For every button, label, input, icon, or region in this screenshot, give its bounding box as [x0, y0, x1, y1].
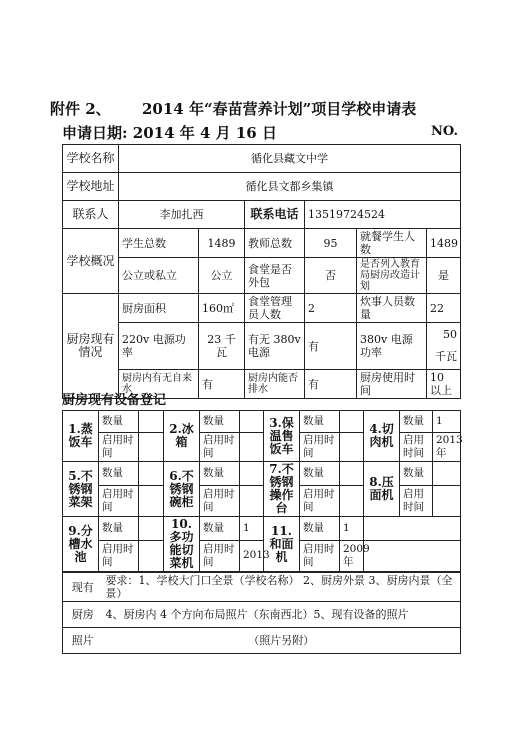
photo-req-line3: （照片另附） — [103, 628, 461, 654]
equipment-qty-label: 数量 — [200, 462, 240, 486]
school-name-value: 循化县藏文中学 — [119, 145, 461, 173]
equipment-name: 7.不锈钢操作台 — [264, 462, 300, 517]
plan-value: 是 — [427, 258, 461, 294]
equipment-date-label: 启用时间 — [400, 433, 433, 462]
teachers-label: 教师总数 — [245, 229, 305, 258]
has380-label: 有无 380v 电源 — [245, 323, 305, 370]
school-address-value: 循化县文都乡集镇 — [119, 173, 461, 201]
students-value: 1489 — [199, 229, 245, 258]
power380-number: 50 — [443, 328, 457, 341]
equipment-name: 11.和面机 — [264, 517, 300, 572]
equipment-name: 3.保温售饭车 — [264, 411, 300, 462]
equipment-date-value — [139, 485, 164, 516]
equipment-qty-value: 1 — [340, 517, 364, 541]
outsourced-label: 食堂是否外包 — [245, 258, 305, 294]
overview-label: 学校概况 — [63, 229, 119, 294]
photo-side-3: 照片 — [63, 628, 103, 654]
school-info-table — [62, 144, 461, 399]
teachers-value: 95 — [305, 229, 357, 258]
equipment-qty-label: 数量 — [400, 462, 433, 486]
years-label: 厨房使用时间 — [357, 370, 427, 399]
school-name-label: 学校名称 — [63, 145, 119, 173]
equipment-date-label: 启用时间 — [99, 433, 139, 462]
equipment-name: 6.不锈钢碗柜 — [164, 462, 200, 517]
area-value: 160㎡ — [199, 294, 245, 323]
equipment-date-value — [240, 485, 264, 516]
photo-requirements — [62, 572, 461, 654]
number-label: NO. — [431, 124, 458, 139]
form-title: 2014 年“春苗营养计划”项目学校申请表 — [142, 100, 417, 118]
staff-value: 22 — [427, 294, 461, 323]
power380-label: 380v 电源功率 — [357, 323, 427, 370]
equipment-name: 8.压面机 — [364, 462, 400, 517]
equipment-qty-value — [340, 411, 364, 433]
equipment-date-label: 启用时间 — [400, 485, 433, 516]
equipment-name: 2.冰箱 — [164, 411, 200, 462]
equipment-date-value — [139, 433, 164, 462]
equipment-date-label: 启用时间 — [99, 485, 139, 516]
phone-value: 13519724524 — [305, 201, 461, 229]
equipment-qty-value — [139, 462, 164, 486]
equipment-qty-label: 数量 — [300, 517, 340, 541]
area-label: 厨房面积 — [119, 294, 199, 323]
equipment-table — [62, 410, 461, 572]
plan-label: 是否列入教育局厨房改造计划 — [357, 258, 427, 294]
equipment-empty-cell — [364, 540, 461, 571]
equipment-name: 9.分槽水池 — [63, 517, 99, 572]
kitchen-label: 厨房现有情况 — [63, 294, 119, 399]
equipment-qty-value — [139, 517, 164, 541]
photo-side-2: 厨房 — [63, 602, 103, 628]
years-value: 10 以上 — [427, 370, 461, 399]
equipment-qty-label: 数量 — [300, 462, 340, 486]
date-value: 2014 年 4 月 16 日 — [132, 124, 277, 142]
equipment-qty-label: 数量 — [99, 411, 139, 433]
equipment-date-label: 启用时间 — [99, 540, 139, 571]
outsourced-value: 否 — [305, 258, 357, 294]
power380-unit: 千瓦 — [435, 350, 457, 363]
equipment-qty-label: 数量 — [300, 411, 340, 433]
attachment-label: 附件 2、 — [50, 100, 111, 118]
contact-value: 李加扎西 — [119, 201, 245, 229]
equipment-date-label: 启用时间 — [200, 540, 240, 571]
equipment-date-value: 2013 — [240, 540, 264, 571]
photo-side-1: 现有 — [63, 573, 103, 602]
students-label: 学生总数 — [119, 229, 199, 258]
drain-value: 有 — [305, 370, 357, 399]
equipment-qty-value: 1 — [240, 517, 264, 541]
equipment-date-label: 启用时间 — [200, 485, 240, 516]
managers-value: 2 — [305, 294, 357, 323]
equipment-date-label: 启用时间 — [300, 433, 340, 462]
has380-value: 有 — [305, 323, 357, 370]
equipment-qty-label: 数量 — [200, 411, 240, 433]
equipment-date-label: 启用时间 — [200, 433, 240, 462]
power220-value: 23 千瓦 — [199, 323, 245, 370]
equipment-qty-value — [240, 411, 264, 433]
equipment-date-value: 2013年 — [433, 433, 461, 462]
equipment-qty-label: 数量 — [99, 517, 139, 541]
water-label: 厨房内有无自来水 — [119, 370, 199, 399]
school-address-label: 学校地址 — [63, 173, 119, 201]
equipment-date-value — [340, 485, 364, 516]
equipment-date-value — [340, 433, 364, 462]
photo-req-line2: 4、厨房内 4 个方向布局照片（东南西北）5、现有设备的照片 — [103, 602, 461, 628]
date-line — [62, 122, 458, 142]
equipment-qty-value — [340, 462, 364, 486]
power220-label: 220v 电源功率 — [119, 323, 199, 370]
water-value: 有 — [199, 370, 245, 399]
type-label: 公立或私立 — [119, 258, 199, 294]
type-value: 公立 — [199, 258, 245, 294]
equipment-name: 5.不锈钢菜架 — [63, 462, 99, 517]
equipment-qty-label: 数量 — [200, 517, 240, 541]
photo-req-line1: 要求：1、学校大门口全景（学校名称） 2、厨房外景 3、厨房内景（全景） — [103, 573, 461, 602]
equipment-qty-label: 数量 — [400, 411, 433, 433]
date-label: 申请日期: — [62, 124, 128, 142]
equipment-qty-label: 数量 — [99, 462, 139, 486]
equipment-qty-value — [139, 411, 164, 433]
staff-label: 炊事人员数量 — [357, 294, 427, 323]
equipment-date-value — [433, 485, 461, 516]
phone-label: 联系电话 — [245, 201, 305, 229]
equipment-empty-cell — [364, 517, 461, 541]
dining-label: 就餐学生人数 — [357, 229, 427, 258]
equipment-qty-value: 1 — [433, 411, 461, 433]
equipment-title: 厨房现有设备登记 — [62, 393, 167, 408]
equipment-date-value — [240, 433, 264, 462]
equipment-date-value — [139, 540, 164, 571]
equipment-date-label: 启用时间 — [300, 485, 340, 516]
equipment-name: 1.蒸饭车 — [63, 411, 99, 462]
equipment-date-label: 启用时间 — [300, 540, 340, 571]
drain-label: 厨房内能否排水 — [245, 370, 305, 399]
equipment-qty-value — [240, 462, 264, 486]
managers-label: 食堂管理员人数 — [245, 294, 305, 323]
equipment-name: 4.切肉机 — [364, 411, 400, 462]
form-title-line — [50, 98, 520, 119]
contact-label: 联系人 — [63, 201, 119, 229]
power380-value — [427, 323, 461, 370]
equipment-qty-value — [433, 462, 461, 486]
equipment-name: 10.多功能切菜机 — [164, 517, 200, 572]
dining-value: 1489 — [427, 229, 461, 258]
equipment-date-value: 2009年 — [340, 540, 364, 571]
